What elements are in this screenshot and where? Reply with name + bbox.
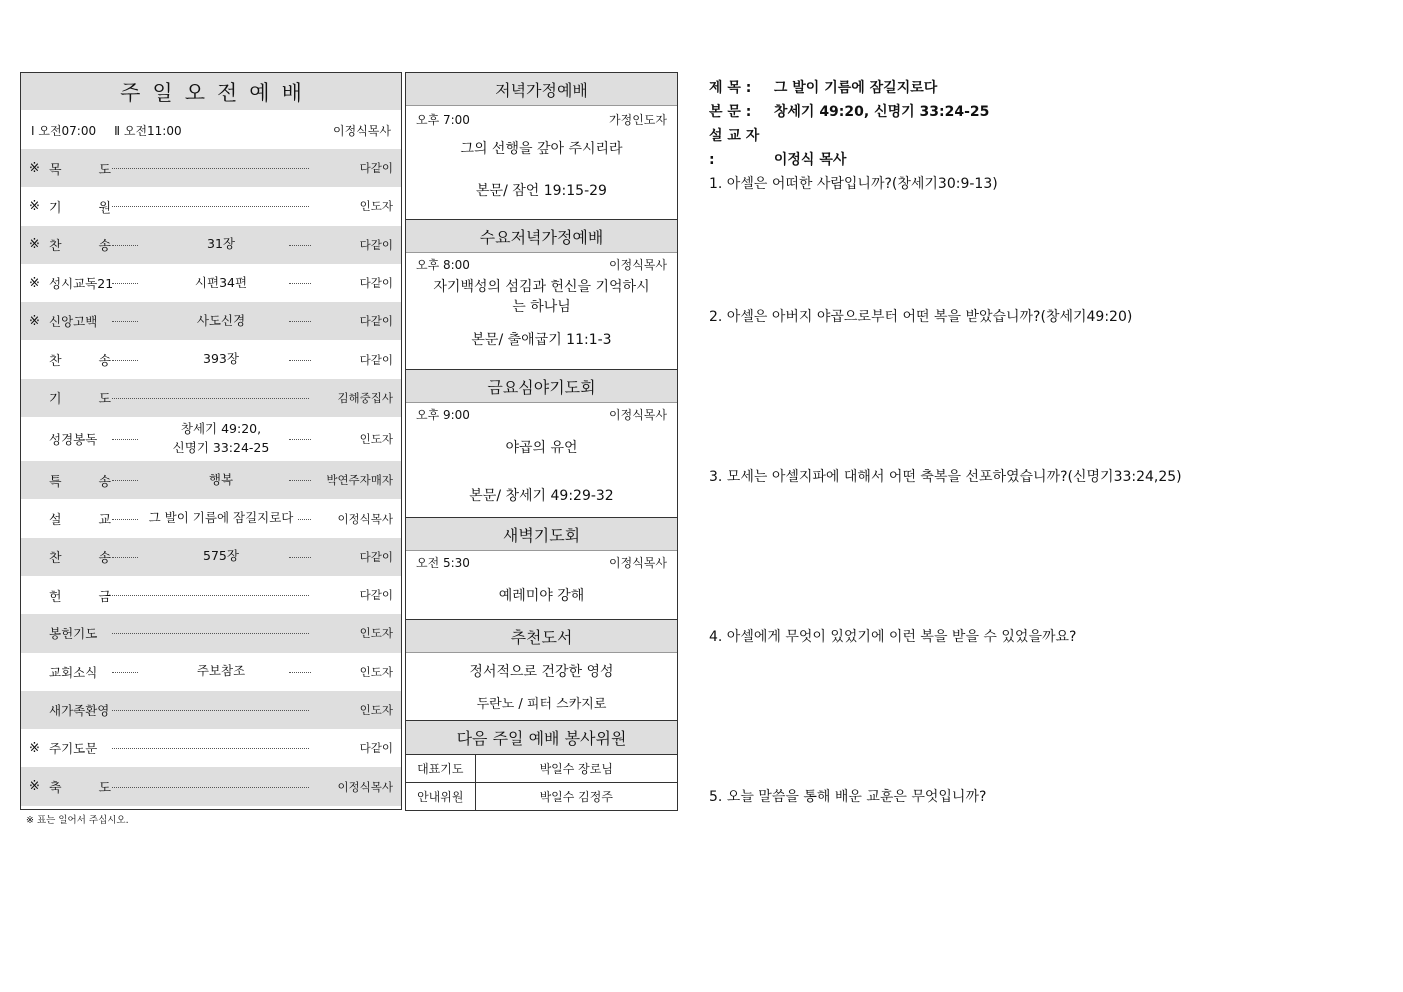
friday-time-row: [406, 403, 677, 425]
worship-item-name: [49, 509, 117, 528]
books-section: [406, 620, 677, 721]
question-1: 1. 아셀은 어떠한 사람입니까?(창세기30:9-13): [709, 176, 998, 192]
duty-label: 대표기도: [406, 755, 475, 783]
worship-item-name-part: 찬: [49, 239, 62, 255]
worship-item-name-part: 금: [98, 589, 111, 605]
worship-item-name: 주기도문: [49, 741, 98, 757]
worship-item-content: [131, 471, 311, 490]
question-2: 2. 아셀은 아버지 야곱으로부터 어떤 복을 받았습니까?(창세기49:20): [709, 309, 1133, 325]
dawn-section: [406, 518, 677, 620]
next-week-table: [406, 754, 677, 811]
sermon-text-line: [709, 100, 989, 124]
stand-mark: ※: [29, 198, 40, 214]
worship-item-content-line: 시편34편: [191, 275, 251, 290]
worship-item-name: [49, 388, 117, 407]
sunday-service-panel: [20, 72, 402, 810]
worship-item-name-part: 기: [49, 392, 62, 408]
question-4: 4. 아셀에게 무엇이 있었기에 이런 복을 받을 수 있었을까요?: [709, 629, 1077, 645]
worship-row: [21, 187, 401, 225]
worship-row: [21, 729, 401, 767]
evening-family-text: 본문/ 잠언 19:15-29: [476, 183, 607, 199]
sermon-text-label: 본 문 :: [709, 104, 752, 120]
wednesday-section: [406, 220, 677, 370]
evening-family-time-row: [406, 108, 677, 130]
evening-family-title: 저녁가정예배: [406, 73, 677, 106]
worship-row: [21, 340, 401, 378]
worship-item-name-part: 교: [98, 513, 111, 529]
worship-item-name-part: 도: [98, 392, 111, 408]
worship-item-name-part: 특: [49, 474, 62, 490]
dawn-time: 오전 5:30: [416, 555, 470, 570]
leader-dots: [112, 748, 309, 749]
sermon-text: 창세기 49:20, 신명기 33:24-25: [773, 104, 990, 120]
wednesday-leader: 이정식목사: [609, 257, 667, 272]
worship-item-name: [49, 350, 117, 369]
worship-item-leader: 다같이: [359, 588, 393, 603]
leader-dots: [112, 595, 309, 596]
worship-item-content: [131, 547, 311, 566]
worship-item-name: [49, 471, 117, 490]
worship-item-name: 봉헌기도: [49, 626, 98, 642]
friday-theme: 야곱의 유언: [505, 440, 578, 456]
worship-item-leader: 다같이: [359, 237, 393, 252]
dawn-leader: 이정식목사: [609, 555, 667, 570]
worship-item-name-part: 송: [98, 354, 111, 370]
books-title: 추천도서: [406, 620, 677, 653]
table-row: [406, 755, 677, 783]
worship-item-content-line: 행복: [205, 472, 237, 487]
question-5: 5. 오늘 말씀을 통해 배운 교훈은 무엇입니까?: [709, 789, 987, 805]
leader-dots: [112, 206, 309, 207]
worship-item-content: [131, 350, 311, 369]
dawn-theme: 예레미야 강해: [498, 588, 585, 604]
worship-row: [21, 614, 401, 652]
service-time-1: Ⅰ 오전07:00: [31, 123, 97, 138]
duty-label: 안내위원: [406, 783, 475, 811]
worship-row: [21, 461, 401, 499]
worship-item-name-part: 찬: [49, 354, 62, 370]
worship-item-leader: 김해중집사: [337, 390, 393, 405]
friday-section: [406, 370, 677, 518]
question-3: 3. 모세는 아셀지파에 대해서 어떤 축복을 선포하였습니까?(신명기33:24,25): [709, 469, 1182, 485]
table-row: [406, 783, 677, 811]
worship-item-content: [131, 662, 311, 681]
evening-family-theme: 그의 선행을 갚아 주시리라: [460, 141, 623, 157]
worship-item-leader: 인도자: [359, 432, 393, 447]
evening-family-time: 오후 7:00: [416, 112, 470, 127]
stand-mark: ※: [29, 313, 40, 329]
leader-dots: [112, 633, 309, 634]
worship-item-name-part: 송: [98, 474, 111, 490]
worship-item-content: [131, 420, 311, 458]
worship-item-name: [49, 777, 117, 796]
next-week-title: 다음 주일 예배 봉사위원: [406, 721, 677, 754]
dawn-title: 새벽기도회: [406, 518, 677, 551]
next-week-section: [406, 721, 677, 811]
stand-mark: ※: [29, 779, 40, 795]
worship-item-leader: 다같이: [359, 276, 393, 291]
sermon-info: [709, 76, 989, 172]
worship-item-content-line: 그 발이 기름에 잠길지로다: [145, 510, 298, 525]
worship-item-leader: 다같이: [359, 352, 393, 367]
leader-dots: [112, 398, 309, 399]
worship-row: [21, 149, 401, 187]
sermon-preacher-line: [709, 124, 989, 172]
friday-title: 금요심야기도회: [406, 370, 677, 403]
worship-item-content-line: 신명기 33:24-25: [169, 440, 274, 455]
worship-item-name: 성시교독21: [49, 276, 114, 292]
sermon-title: 그 발이 기름에 잠길지로다: [773, 80, 938, 96]
worship-item-content-line: 사도신경: [193, 313, 249, 328]
wednesday-time-row: [406, 253, 677, 275]
worship-row: [21, 379, 401, 417]
evening-family-leader: 가정인도자: [609, 112, 667, 127]
worship-item-leader: 박연주자매자: [326, 473, 393, 488]
worship-item-content-line: 31장: [203, 236, 239, 251]
worship-item-name-part: 기: [49, 200, 62, 216]
worship-item-leader: 인도자: [359, 199, 393, 214]
worship-item-name: 성경봉독: [49, 432, 98, 448]
worship-item-name: [49, 235, 117, 254]
wednesday-text: 본문/ 출애굽기 11:1-3: [471, 332, 612, 348]
worship-row: [21, 767, 401, 805]
service-times: [21, 111, 401, 149]
duty-value: 박일수 장로님: [475, 755, 677, 783]
worship-item-name: [49, 159, 117, 178]
worship-item-name: 신앙고백: [49, 314, 98, 330]
evening-family-section: [406, 73, 677, 220]
worship-item-leader: 이정식목사: [337, 511, 393, 526]
worship-item-leader: 인도자: [359, 703, 393, 717]
worship-item-name: 교회소식: [49, 664, 98, 680]
friday-leader: 이정식목사: [609, 407, 667, 422]
worship-item-content-line: 주보참조: [193, 663, 249, 678]
worship-row: [21, 264, 401, 302]
worship-item-content: [131, 509, 311, 528]
worship-item-content: [131, 235, 311, 254]
worship-row: [21, 653, 401, 691]
worship-item-leader: 다같이: [359, 161, 393, 176]
dawn-time-row: [406, 551, 677, 573]
worship-row: [21, 538, 401, 576]
worship-item-name: [49, 197, 117, 216]
book-title: 정서적으로 건강한 영성: [469, 664, 614, 680]
worship-row: [21, 417, 401, 461]
worship-item-name-part: 목: [49, 162, 62, 178]
worship-item-leader: 이정식목사: [337, 779, 393, 794]
leader-dots: [112, 710, 309, 711]
worship-row: [21, 302, 401, 340]
order-of-worship: [21, 149, 401, 806]
worship-row: [21, 691, 401, 729]
wednesday-time: 오후 8:00: [416, 257, 470, 272]
worship-item-name-part: 찬: [49, 551, 62, 567]
duty-value: 박일수 김정주: [475, 783, 677, 811]
worship-item-name-part: 도: [98, 781, 111, 797]
worship-row: [21, 576, 401, 614]
worship-item-content-line: 575장: [199, 548, 243, 563]
sunday-service-title: 주일오전예배: [21, 73, 401, 111]
worship-row: [21, 226, 401, 264]
worship-item-name-part: 송: [98, 239, 111, 255]
worship-item-content: [131, 274, 311, 293]
sermon-title-line: [709, 76, 989, 100]
leader-dots: [112, 787, 309, 788]
footnote: ※ 표는 일어서 주십시오.: [26, 815, 129, 826]
worship-item-name-part: 헌: [49, 589, 62, 605]
friday-time: 오후 9:00: [416, 407, 470, 422]
stand-mark: ※: [29, 160, 40, 176]
service-time-2: Ⅱ 오전11:00: [114, 123, 182, 138]
sermon-preacher-label: 설 교 자 :: [709, 128, 760, 168]
wednesday-title: 수요저녁가정예배: [406, 220, 677, 253]
worship-item-name: 새가족환영: [49, 703, 110, 718]
worship-item-leader: 인도자: [359, 626, 393, 641]
weekly-schedule-panel: [405, 72, 678, 811]
worship-item-name-part: 송: [98, 551, 111, 567]
worship-item-content-line: 393장: [199, 351, 243, 366]
worship-item-leader: 다같이: [359, 741, 393, 756]
book-author: 두란노 / 피터 스카지로: [476, 697, 607, 712]
worship-item-name-part: 원: [98, 200, 111, 216]
stand-mark: ※: [29, 237, 40, 253]
wednesday-theme: 자기백성의 섬김과 헌신을 기억하시는 하나님: [433, 279, 650, 315]
leader-dots: [112, 168, 309, 169]
worship-item-content: [131, 312, 311, 331]
friday-text: 본문/ 창세기 49:29-32: [469, 488, 614, 504]
worship-item-name-part: 축: [49, 781, 62, 797]
stand-mark: ※: [29, 740, 40, 756]
worship-item-name-part: 도: [98, 162, 111, 178]
worship-item-leader: 다같이: [359, 549, 393, 564]
worship-item-name: [49, 547, 117, 566]
worship-item-name: [49, 586, 117, 605]
stand-mark: ※: [29, 275, 40, 291]
worship-item-name-part: 설: [49, 513, 62, 529]
worship-item-leader: 다같이: [359, 314, 393, 329]
sermon-preacher: 이정식 목사: [773, 152, 847, 168]
service-leader: 이정식목사: [333, 123, 391, 138]
worship-item-content-line: 창세기 49:20,: [177, 421, 265, 436]
sermon-title-label: 제 목 :: [709, 80, 752, 96]
worship-item-leader: 인도자: [359, 664, 393, 679]
worship-row: [21, 499, 401, 537]
